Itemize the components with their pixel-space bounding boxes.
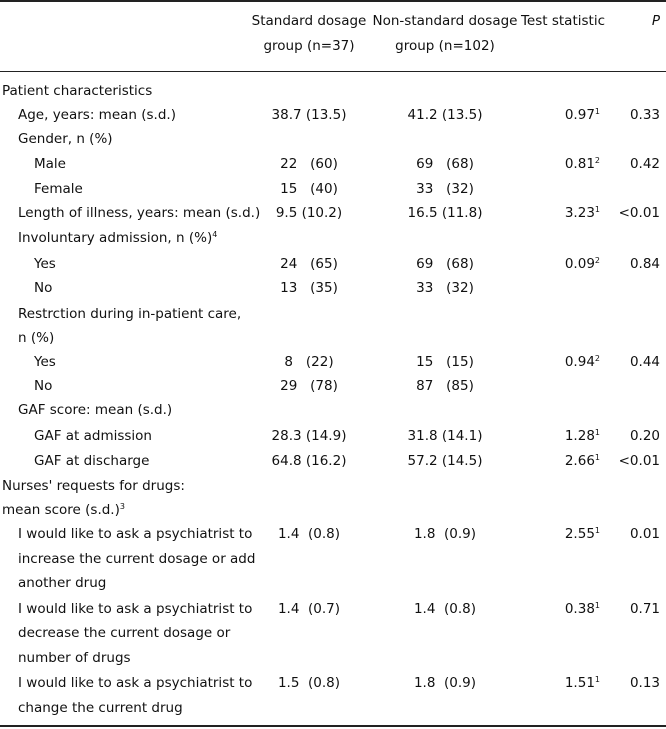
cell-non-standard-dosage: 1.4 (0.8) <box>413 601 477 617</box>
cell-non-standard-dosage: 15 (15) <box>416 354 474 370</box>
row-label: change the current drug <box>18 700 183 716</box>
row-label: GAF at discharge <box>34 453 150 469</box>
table-row <box>0 671 666 695</box>
row-label: Patient characteristics <box>2 83 153 99</box>
table-row <box>0 103 666 127</box>
row-label: Age, years: mean (s.d.) <box>18 107 176 123</box>
cell-standard-dosage: 64.8 (16.2) <box>271 453 347 469</box>
cell-standard-dosage: 1.5 (0.8) <box>277 675 341 691</box>
cell-p-value: 0.20 <box>629 428 660 444</box>
cell-standard-dosage: 28.3 (14.9) <box>271 428 347 444</box>
table-row <box>0 597 666 621</box>
row-label: I would like to ask a psychiatrist to <box>18 675 253 691</box>
row-label: Gender, n (%) <box>18 131 113 147</box>
table-row <box>0 326 666 350</box>
table-row <box>0 152 666 176</box>
row-label: Length of illness, years: mean (s.d.) <box>18 205 261 221</box>
row-label: Yes <box>34 256 56 272</box>
cell-standard-dosage: 24 (65) <box>280 256 338 272</box>
cell-standard-dosage: 8 (22) <box>284 354 334 370</box>
row-label: I would like to ask a psychiatrist to <box>18 601 253 617</box>
cell-test-statistic: 0.81$^2$ <box>564 156 600 172</box>
cell-test-statistic: 2.55$^1$ <box>564 526 600 542</box>
table-row <box>0 127 666 151</box>
cell-non-standard-dosage: 69 (68) <box>416 256 474 272</box>
table-row <box>0 571 666 595</box>
cell-standard-dosage: 1.4 (0.7) <box>277 601 341 617</box>
column-header-non-standard-dosage <box>370 9 520 59</box>
cell-standard-dosage: 22 (60) <box>280 156 338 172</box>
cell-standard-dosage: 1.4 (0.8) <box>277 526 341 542</box>
cell-test-statistic: 0.38$^1$ <box>564 601 600 617</box>
row-label: Male <box>34 156 66 172</box>
cell-non-standard-dosage: 87 (85) <box>416 378 474 394</box>
cell-non-standard-dosage: 33 (32) <box>416 181 474 197</box>
cell-non-standard-dosage: 31.8 (14.1) <box>407 428 483 444</box>
cell-test-statistic: 1.28$^1$ <box>564 428 600 444</box>
table-row <box>0 302 666 326</box>
row-label: another drug <box>18 575 107 591</box>
table-row <box>0 522 666 546</box>
cell-p-value: <0.01 <box>618 453 660 469</box>
table-row <box>0 696 666 720</box>
table-row <box>0 621 666 645</box>
cell-p-value: 0.42 <box>629 156 660 172</box>
cell-test-statistic: 1.51$^1$ <box>564 675 600 691</box>
cell-p-value: 0.33 <box>629 107 660 123</box>
row-label: I would like to ask a psychiatrist to <box>18 526 253 542</box>
header-bottom-rule <box>0 71 666 72</box>
row-label: increase the current dosage or add <box>18 551 256 567</box>
cell-test-statistic: 3.23$^1$ <box>564 205 600 221</box>
table-row <box>0 498 666 522</box>
row-label: decrease the current dosage or <box>18 625 231 641</box>
cell-test-statistic: 0.94$^2$ <box>564 354 600 370</box>
table-row <box>0 276 666 300</box>
table-row <box>0 226 666 250</box>
header-line: Non-standard dosage <box>372 13 518 29</box>
header-line: P <box>651 13 660 29</box>
cell-non-standard-dosage: 16.5 (11.8) <box>407 205 483 221</box>
header-line: group (n=102) <box>395 38 495 54</box>
cell-standard-dosage: 9.5 (10.2) <box>275 205 343 221</box>
cell-test-statistic: 0.97$^1$ <box>564 107 600 123</box>
column-header-standard-dosage <box>248 9 370 59</box>
cell-p-value: 0.84 <box>629 256 660 272</box>
column-header-p <box>610 9 660 34</box>
row-label: n (%) <box>18 330 55 346</box>
header-line: Standard dosage <box>251 13 367 29</box>
header-line: Test statistic <box>520 13 606 29</box>
cell-p-value: 0.44 <box>629 354 660 370</box>
row-label: Nurses' requests for drugs: <box>2 478 185 494</box>
header-line: group (n=37) <box>263 38 355 54</box>
cell-non-standard-dosage: 1.8 (0.9) <box>413 526 477 542</box>
cell-p-value: 0.13 <box>629 675 660 691</box>
table-top-rule <box>0 0 666 2</box>
row-label: Female <box>34 181 83 197</box>
table-row <box>0 201 666 225</box>
row-label: Involuntary admission, n (%)$^4$ <box>18 230 218 246</box>
cell-p-value: <0.01 <box>618 205 660 221</box>
cell-test-statistic: 0.09$^2$ <box>564 256 600 272</box>
cell-non-standard-dosage: 41.2 (13.5) <box>407 107 483 123</box>
row-label: No <box>34 280 53 296</box>
row-label: No <box>34 378 53 394</box>
table-row <box>0 252 666 276</box>
table-row <box>0 79 666 103</box>
row-label: Restrction during in-patient care, <box>18 306 242 322</box>
column-header-test-statistic <box>516 9 610 34</box>
cell-standard-dosage: 15 (40) <box>280 181 338 197</box>
row-label: GAF score: mean (s.d.) <box>18 402 173 418</box>
cell-non-standard-dosage: 33 (32) <box>416 280 474 296</box>
table-bottom-rule <box>0 725 666 727</box>
table-row <box>0 449 666 473</box>
table-row <box>0 474 666 498</box>
table-row <box>0 177 666 201</box>
table-row <box>0 374 666 398</box>
cell-standard-dosage: 38.7 (13.5) <box>271 107 347 123</box>
row-label: GAF at admission <box>34 428 152 444</box>
row-label: number of drugs <box>18 650 131 666</box>
cell-non-standard-dosage: 57.2 (14.5) <box>407 453 483 469</box>
table-row <box>0 646 666 670</box>
table-row <box>0 547 666 571</box>
table-row <box>0 350 666 374</box>
table-row <box>0 424 666 448</box>
cell-standard-dosage: 29 (78) <box>280 378 338 394</box>
cell-non-standard-dosage: 69 (68) <box>416 156 474 172</box>
cell-p-value: 0.71 <box>629 601 660 617</box>
cell-standard-dosage: 13 (35) <box>280 280 338 296</box>
row-label: Yes <box>34 354 56 370</box>
row-label: mean score $(s.d.)^3$ <box>2 502 125 518</box>
cell-non-standard-dosage: 1.8 (0.9) <box>413 675 477 691</box>
table-row <box>0 398 666 422</box>
cell-test-statistic: 2.66$^1$ <box>564 453 600 469</box>
cell-p-value: 0.01 <box>629 526 660 542</box>
